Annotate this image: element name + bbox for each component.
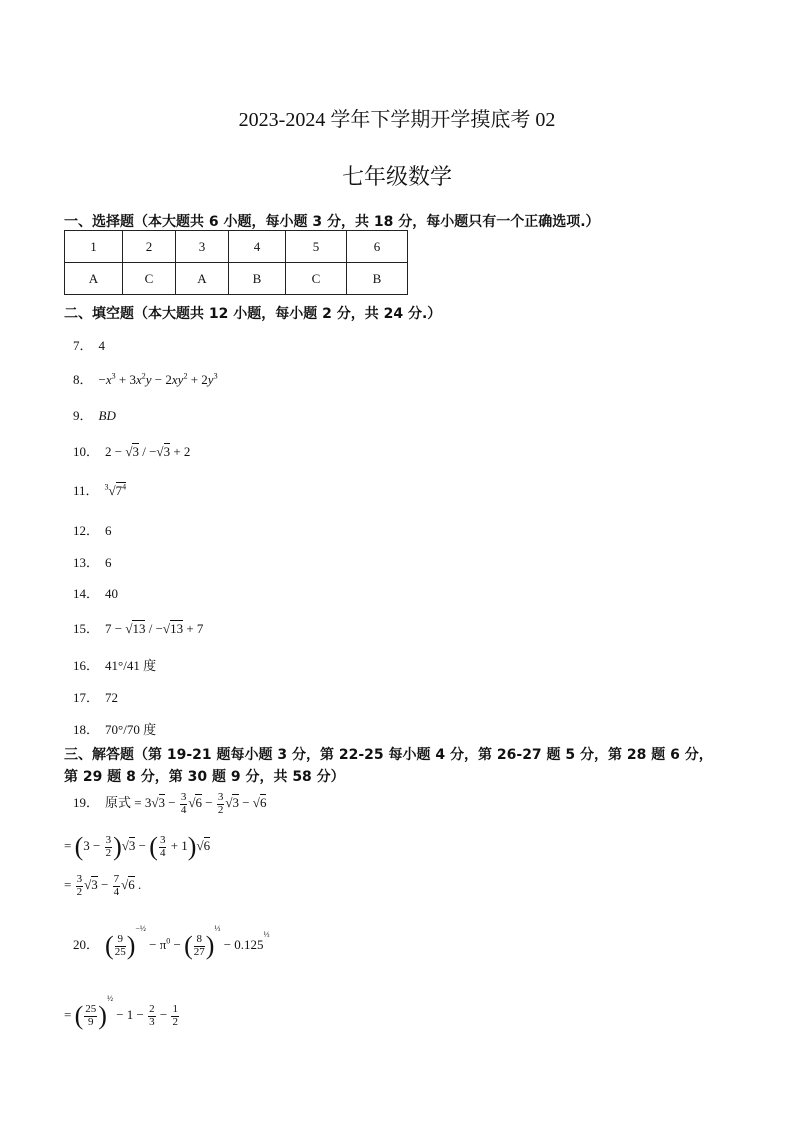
question-number: 8． [73, 372, 93, 387]
table-cell: 6 [347, 231, 408, 263]
answer-value: 41°/41 度 [105, 658, 157, 673]
table-cell: C [286, 263, 347, 295]
answer-q16 [73, 655, 156, 674]
answer-formula: $-x^3 + 3x^2y - 2xy^2 + 2y^3$ [98, 371, 218, 387]
question-number: 13． [73, 555, 100, 570]
table-cell: 5 [286, 231, 347, 263]
answer-q7 [73, 335, 105, 354]
question-number: 11． [73, 483, 99, 498]
answer-q13 [73, 552, 112, 571]
answer-formula: 2 − √3 / −√3 + 2 [105, 444, 191, 459]
question-number: 9． [73, 408, 93, 423]
answer-table-number-row [65, 231, 408, 263]
solution-q19-line1 [73, 792, 266, 816]
document-subtitle: 七年级数学 [341, 164, 452, 189]
table-cell: 4 [229, 231, 286, 263]
answer-q14 [73, 583, 118, 602]
solution-q19-line3 [64, 874, 141, 898]
answer-q8 [73, 369, 218, 388]
formula: = ( $\frac{25}{9}$ )$^{\frac{1}{2}}$ − 1 − $\frac{2}{3}$ − $\frac{1}{2}$ [64, 994, 178, 1031]
answer-value: 70°/70 度 [105, 722, 157, 737]
solution-q19-line2 [64, 832, 210, 862]
section-heading-solve: 三、解答题（第 19-21 题每小题 3 分，第 22-25 每小题 4 分，第 26-27 题 5 分，第 28 题 6 分， [64, 747, 713, 763]
solution-q20-line2 [64, 994, 180, 1031]
question-number: 19． [73, 795, 100, 811]
formula: = $\frac{3}{2}$ √3 − $\frac{7}{4}$ √6 . [64, 873, 142, 898]
answer-q17 [73, 687, 118, 706]
question-number: 10． [73, 444, 100, 459]
table-cell: B [347, 263, 408, 295]
formula: = 3√3 − $\frac{3}{4}$ √6 − $\frac{3}{2}$ √3 − √6 [131, 791, 267, 816]
question-number: 18． [73, 722, 100, 737]
question-number: 14． [73, 586, 100, 601]
section-heading-fill: 二、填空题（本大题共 12 小题，每小题 2 分，共 24 分.） [64, 306, 442, 322]
answer-value: 6 [105, 523, 112, 538]
formula: = (3 − $\frac{3}{2}$ )√3 − ( $\frac{3}{4}$ + 1)√6 [64, 832, 211, 861]
table-cell: 3 [176, 231, 229, 263]
table-cell: A [176, 263, 229, 295]
answer-q18 [73, 719, 156, 738]
answer-value: 40 [105, 586, 119, 601]
table-cell: A [65, 263, 123, 295]
formula: ( $\frac{9}{25}$ )$^{-\frac{1}{2}} - \pi^0$ − ( $\frac{8}{27}$ )$^{\frac{1}{3}} - 0.125^{\frac{1}{3}}$ [105, 924, 270, 961]
section-heading-choice: 一、选择题（本大题共 6 小题，每小题 3 分，共 18 分，每小题只有一个正确选项.） [64, 214, 600, 230]
question-number: 15． [73, 621, 100, 636]
question-number: 16． [73, 658, 100, 673]
table-cell: C [123, 263, 176, 295]
question-number: 12． [73, 523, 100, 538]
answer-q11 [73, 480, 126, 499]
solution-q20-line1 [73, 924, 270, 961]
table-cell: B [229, 263, 286, 295]
answer-formula: 7 − √13 / −√13 + 7 [105, 621, 204, 636]
answer-table [64, 230, 408, 295]
document-title: 2023-2024 学年下学期开学摸底考 02 [238, 109, 556, 131]
answer-value: BD [98, 408, 116, 423]
solution-lead: 原式 [105, 796, 132, 812]
answer-q10 [73, 441, 190, 460]
answer-formula: $^3√7^4$ [104, 482, 127, 498]
question-number: 20． [73, 937, 100, 952]
section-heading-solve-cont: 第 29 题 8 分，第 30 题 9 分，共 58 分） [64, 769, 345, 785]
answer-value: 6 [105, 555, 112, 570]
answer-q15 [73, 618, 203, 637]
answer-value: 72 [105, 690, 119, 705]
table-cell: 2 [123, 231, 176, 263]
answer-q9 [73, 405, 116, 424]
table-cell: 1 [65, 231, 123, 263]
answer-q12 [73, 520, 112, 539]
question-number: 7． [73, 338, 93, 353]
answer-table-answer-row [65, 263, 408, 295]
question-number: 17． [73, 690, 100, 705]
answer-value: 4 [98, 338, 106, 353]
